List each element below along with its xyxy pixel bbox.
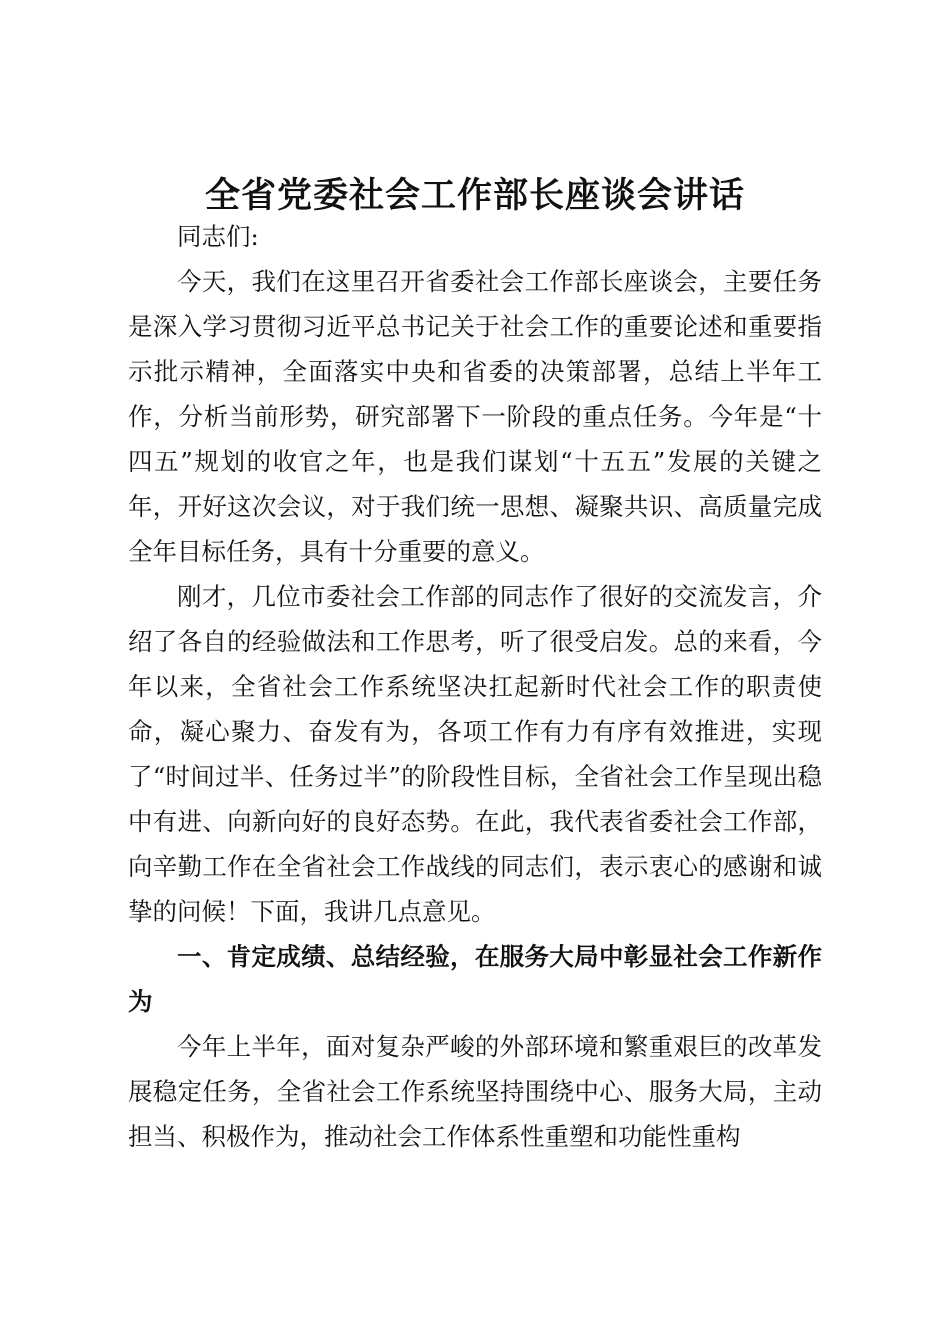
- paragraph-remarks: 刚才，几位市委社会工作部的同志作了很好的交流发言，介绍了各自的经验做法和工作思考，听了很受启发。总的来看，今年以来，全省社会工作系统坚决扛起新时代社会工作的职责使命，凝心聚力、奋发有为，各项工作有力有序有效推进，实现了“时间过半、任务过半”的阶段性目标，全省社会工作呈现出稳中有进、向新向好的良好态势。在此，我代表省委社会工作部，向辛勤工作在全省社会工作战线的同志们，表示衷心的感谢和诚挚的问候！下面，我讲几点意见。: [128, 582, 822, 926]
- section-heading: 一、肯定成绩、总结经验，在服务大局中彰显社会工作新作为: [128, 942, 822, 1016]
- document-body: [128, 214, 822, 1159]
- paragraph-opening: 今天，我们在这里召开省委社会工作部长座谈会，主要任务是深入学习贯彻习近平总书记关于社会工作的重要论述和重要指示批示精神，全面落实中央和省委的决策部署，总结上半年工作，分析当前形势，研究部署下一阶段的重点任务。今年是“十四五”规划的收官之年，也是我们谋划“十五五”发展的关键之年，开好这次会议，对于我们统一思想、凝聚共识、高质量完成全年目标任务，具有十分重要的意义。: [128, 267, 822, 566]
- section-paragraph: 今年上半年，面对复杂严峻的外部环境和繁重艰巨的改革发展稳定任务，全省社会工作系统坚持围绕中心、服务大局，主动担当、积极作为，推动社会工作体系性重塑和功能性重构: [128, 1032, 822, 1151]
- document-title: 全省党委社会工作部长座谈会讲话: [204, 175, 745, 216]
- salutation: 同志们:: [177, 222, 259, 251]
